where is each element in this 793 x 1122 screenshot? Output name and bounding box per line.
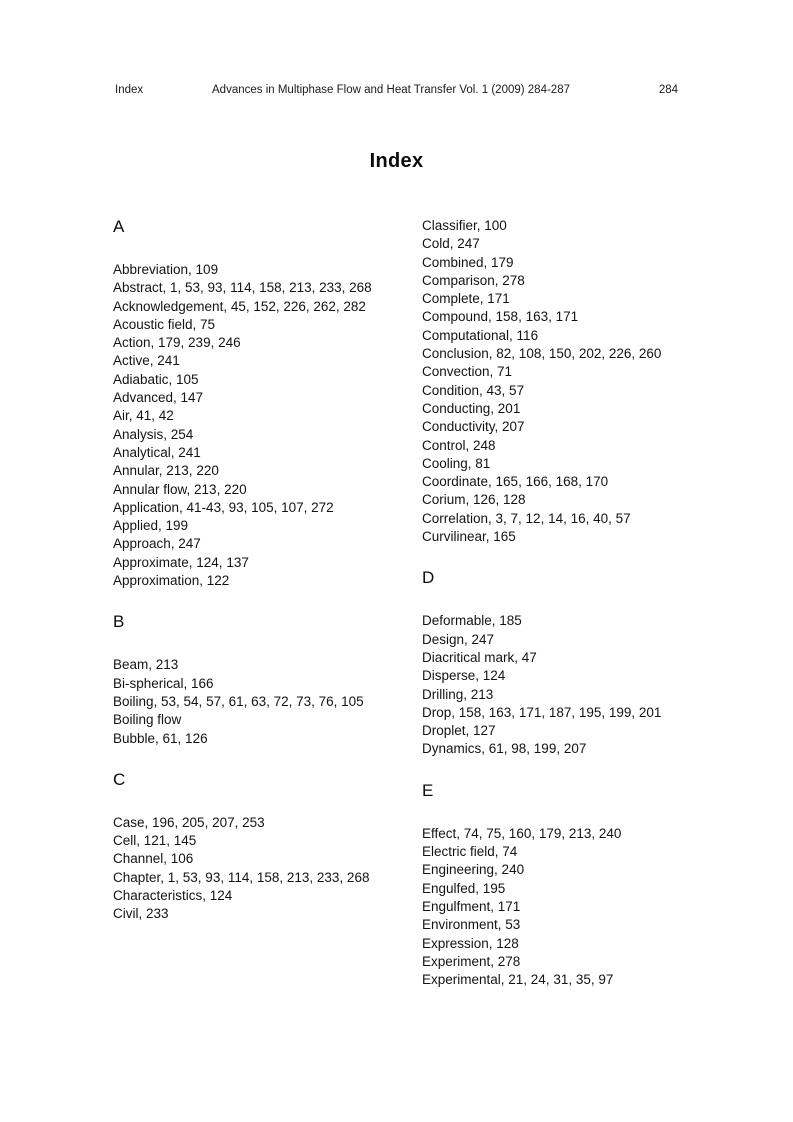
section-letter-B: B <box>113 612 125 632</box>
index-entry: Conducting, 201 <box>422 400 521 416</box>
index-entry: Convection, 71 <box>422 364 513 380</box>
section-letter-D: D <box>422 568 435 588</box>
index-entry: Boiling flow <box>113 712 182 728</box>
index-entry: Channel, 106 <box>113 851 194 867</box>
index-entry: Adiabatic, 105 <box>113 371 199 387</box>
index-entry: Comparison, 278 <box>422 272 525 288</box>
index-entry: Corium, 126, 128 <box>422 492 526 508</box>
index-entry: Condition, 43, 57 <box>422 382 525 398</box>
index-entry: Expression, 128 <box>422 935 519 951</box>
index-entry: Approximation, 122 <box>113 573 230 589</box>
index-entry: Control, 248 <box>422 437 496 453</box>
entry-group <box>422 612 684 758</box>
index-entry: Boiling, 53, 54, 57, 61, 63, 72, 73, 76, 105 <box>113 693 364 709</box>
index-entry: Environment, 53 <box>422 917 521 933</box>
index-entry: Abbreviation, 109 <box>113 262 219 277</box>
index-entry: Applied, 199 <box>113 518 189 534</box>
index-entry: Deformable, 185 <box>422 613 522 629</box>
index-entry: Annular flow, 213, 220 <box>113 481 247 497</box>
index-entry: Compound, 158, 163, 171 <box>422 309 579 325</box>
index-entry: Approximate, 124, 137 <box>113 554 249 570</box>
page-title: Index <box>369 150 424 172</box>
index-entry: Curvilinear, 165 <box>422 529 516 545</box>
section-letter-E: E <box>422 780 434 800</box>
index-entry: Engineering, 240 <box>422 862 525 878</box>
header-journal-title: Advances in Multiphase Flow and Heat Transfer Vol. 1 (2009) 284-287 <box>212 84 570 96</box>
index-entry: Effect, 74, 75, 160, 179, 213, 240 <box>422 825 622 841</box>
index-entry: Cell, 121, 145 <box>113 833 197 849</box>
index-entry: Application, 41-43, 93, 105, 107, 272 <box>113 499 334 515</box>
index-entry: Complete, 171 <box>422 291 510 307</box>
index-entry: Computational, 116 <box>422 327 539 343</box>
index-entry: Abstract, 1, 53, 93, 114, 158, 213, 233, 268 <box>113 280 372 296</box>
entry-group <box>113 261 375 590</box>
index-entry: Bi-spherical, 166 <box>113 675 214 691</box>
index-entry: Drilling, 213 <box>422 686 494 702</box>
index-entry: Drop, 158, 163, 171, 187, 195, 199, 201 <box>422 704 662 720</box>
entry-group <box>422 217 684 546</box>
index-entry: Cooling, 81 <box>422 455 491 471</box>
index-entry: Characteristics, 124 <box>113 888 233 904</box>
index-entry: Electric field, 74 <box>422 844 518 860</box>
index-entry: Active, 241 <box>113 353 180 369</box>
index-entry: Chapter, 1, 53, 93, 114, 158, 213, 233, 268 <box>113 869 370 885</box>
index-entry: Approach, 247 <box>113 536 201 552</box>
index-entry: Analytical, 241 <box>113 444 201 460</box>
index-entry: Bubble, 61, 126 <box>113 730 208 746</box>
index-entry: Design, 247 <box>422 631 495 647</box>
index-entry: Classifier, 100 <box>422 218 507 233</box>
index-entry: Coordinate, 165, 166, 168, 170 <box>422 474 609 490</box>
index-entry: Conductivity, 207 <box>422 419 525 435</box>
index-entry: Correlation, 3, 7, 12, 14, 16, 40, 57 <box>422 510 631 526</box>
index-entry: Engulfment, 171 <box>422 898 521 914</box>
entry-group <box>422 825 684 990</box>
index-entry: Engulfed, 195 <box>422 880 506 896</box>
index-entry: Beam, 213 <box>113 657 179 673</box>
index-entry: Case, 196, 205, 207, 253 <box>113 814 265 830</box>
running-header <box>0 83 793 99</box>
index-entry: Air, 41, 42 <box>113 408 174 424</box>
index-entry: Combined, 179 <box>422 254 514 270</box>
header-section-label: Index <box>115 84 144 96</box>
index-entry: Conclusion, 82, 108, 150, 202, 226, 260 <box>422 346 662 362</box>
index-entry: Experiment, 278 <box>422 953 521 969</box>
header-page-number: 284 <box>658 84 678 96</box>
index-entry: Action, 179, 239, 246 <box>113 335 241 351</box>
section-letter-A: A <box>113 217 125 236</box>
index-column-right <box>422 217 684 989</box>
section-letter-C: C <box>113 769 126 789</box>
index-entry: Civil, 233 <box>113 906 169 922</box>
index-entry: Advanced, 147 <box>113 390 204 406</box>
index-entry: Cold, 247 <box>422 236 480 252</box>
index-entry: Disperse, 124 <box>422 668 506 684</box>
entry-group <box>113 656 375 747</box>
index-entry: Acknowledgement, 45, 152, 226, 262, 282 <box>113 298 366 314</box>
index-entry: Annular, 213, 220 <box>113 463 219 479</box>
index-entry: Experimental, 21, 24, 31, 35, 97 <box>422 972 614 988</box>
entry-group <box>113 814 375 924</box>
index-entry: Analysis, 254 <box>113 426 194 442</box>
index-entry: Dynamics, 61, 98, 199, 207 <box>422 741 587 757</box>
index-entry: Droplet, 127 <box>422 723 496 739</box>
index-column-left <box>113 217 375 924</box>
index-entry: Acoustic field, 75 <box>113 316 216 332</box>
index-entry: Diacritical mark, 47 <box>422 649 537 665</box>
